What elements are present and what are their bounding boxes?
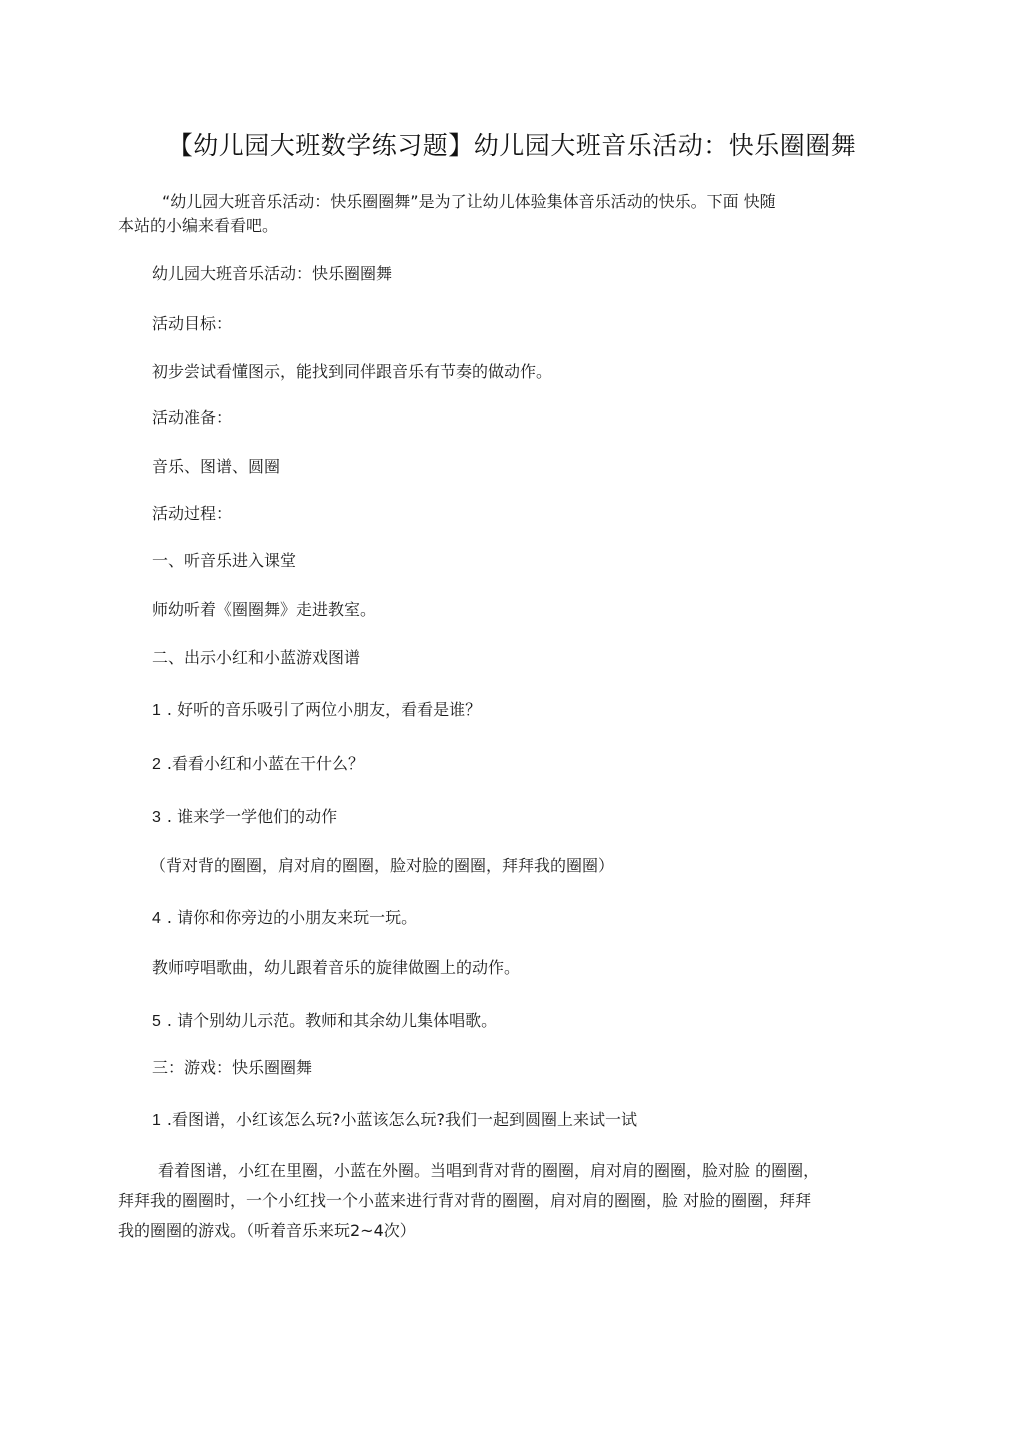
paragraph-line: 看着图谱，小红在里圈，小蓝在外圈。当唱到背对背的圈圈，肩对肩的圈圈，脸对脸 的圈圈， [158, 1161, 820, 1180]
prep-heading: 活动准备： [152, 408, 233, 427]
list-item-number: 1 [152, 1112, 161, 1129]
document-title: 【幼儿园大班数学练习题】幼儿园大班音乐活动：快乐圈圈舞 [167, 131, 857, 160]
step2-heading: 二、出示小红和小蓝游戏图谱 [152, 648, 361, 667]
goal-text: 初步尝试看懂图示，能找到同伴跟音乐有节奏的做动作。 [152, 362, 553, 381]
teacher-hum-text: 教师哼唱歌曲，幼儿跟着音乐的旋律做圈上的动作。 [152, 958, 521, 977]
goal-heading: 活动目标： [152, 314, 233, 333]
list-item [152, 698, 481, 723]
step1-text: 师幼听着《圈圈舞》走进教室。 [152, 600, 377, 619]
paragraph-line: 拜拜我的圈圈时，一个小红找一个小蓝来进行背对背的圈圈，肩对肩的圈圈，脸 对脸的圈圈，拜拜 [118, 1191, 812, 1210]
list-item [152, 752, 364, 777]
list-item-number: 4 [152, 910, 161, 927]
list-item-text: .看图谱，小红该怎么玩?小蓝该怎么玩?我们一起到圆圈上来试一试 [166, 1110, 637, 1129]
list-item-number: 1 [152, 702, 161, 719]
list-item-text: . 请个别幼儿示范。教师和其余幼儿集体唱歌。 [166, 1011, 498, 1030]
list-item-number: 3 [152, 809, 161, 826]
list-item-number: 2 [152, 756, 161, 773]
intro-paragraph [118, 190, 908, 238]
list-item [152, 1009, 497, 1034]
list-item [152, 906, 417, 931]
final-paragraph [118, 1156, 918, 1246]
prep-text: 音乐、图谱、圆圈 [152, 457, 281, 476]
list-item [152, 805, 337, 830]
activity-subtitle: 幼儿园大班音乐活动：快乐圈圈舞 [152, 264, 393, 283]
list-item-text: .看看小红和小蓝在干什么？ [166, 754, 364, 773]
intro-line: 本站的小编来看看吧。 [118, 216, 279, 235]
list-item-text: . 谁来学一学他们的动作 [166, 807, 338, 826]
intro-line: “幼儿园大班音乐活动：快乐圈圈舞”是为了让幼儿体验集体音乐活动的快乐。下面 快随 [162, 192, 776, 211]
process-heading: 活动过程： [152, 504, 233, 523]
list-item [152, 1108, 637, 1133]
item3-note: （背对背的圈圈，肩对肩的圈圈，脸对脸的圈圈，拜拜我的圈圈） [150, 856, 615, 875]
step3-heading: 三：游戏：快乐圈圈舞 [152, 1058, 313, 1077]
paragraph-line: 我的圈圈的游戏。（听着音乐来玩2~4次） [118, 1221, 416, 1240]
list-item-text: . 好听的音乐吸引了两位小朋友，看看是谁？ [166, 700, 482, 719]
step1-heading: 一、听音乐进入课堂 [152, 551, 297, 570]
list-item-number: 5 [152, 1013, 161, 1030]
list-item-text: . 请你和你旁边的小朋友来玩一玩。 [166, 908, 418, 927]
